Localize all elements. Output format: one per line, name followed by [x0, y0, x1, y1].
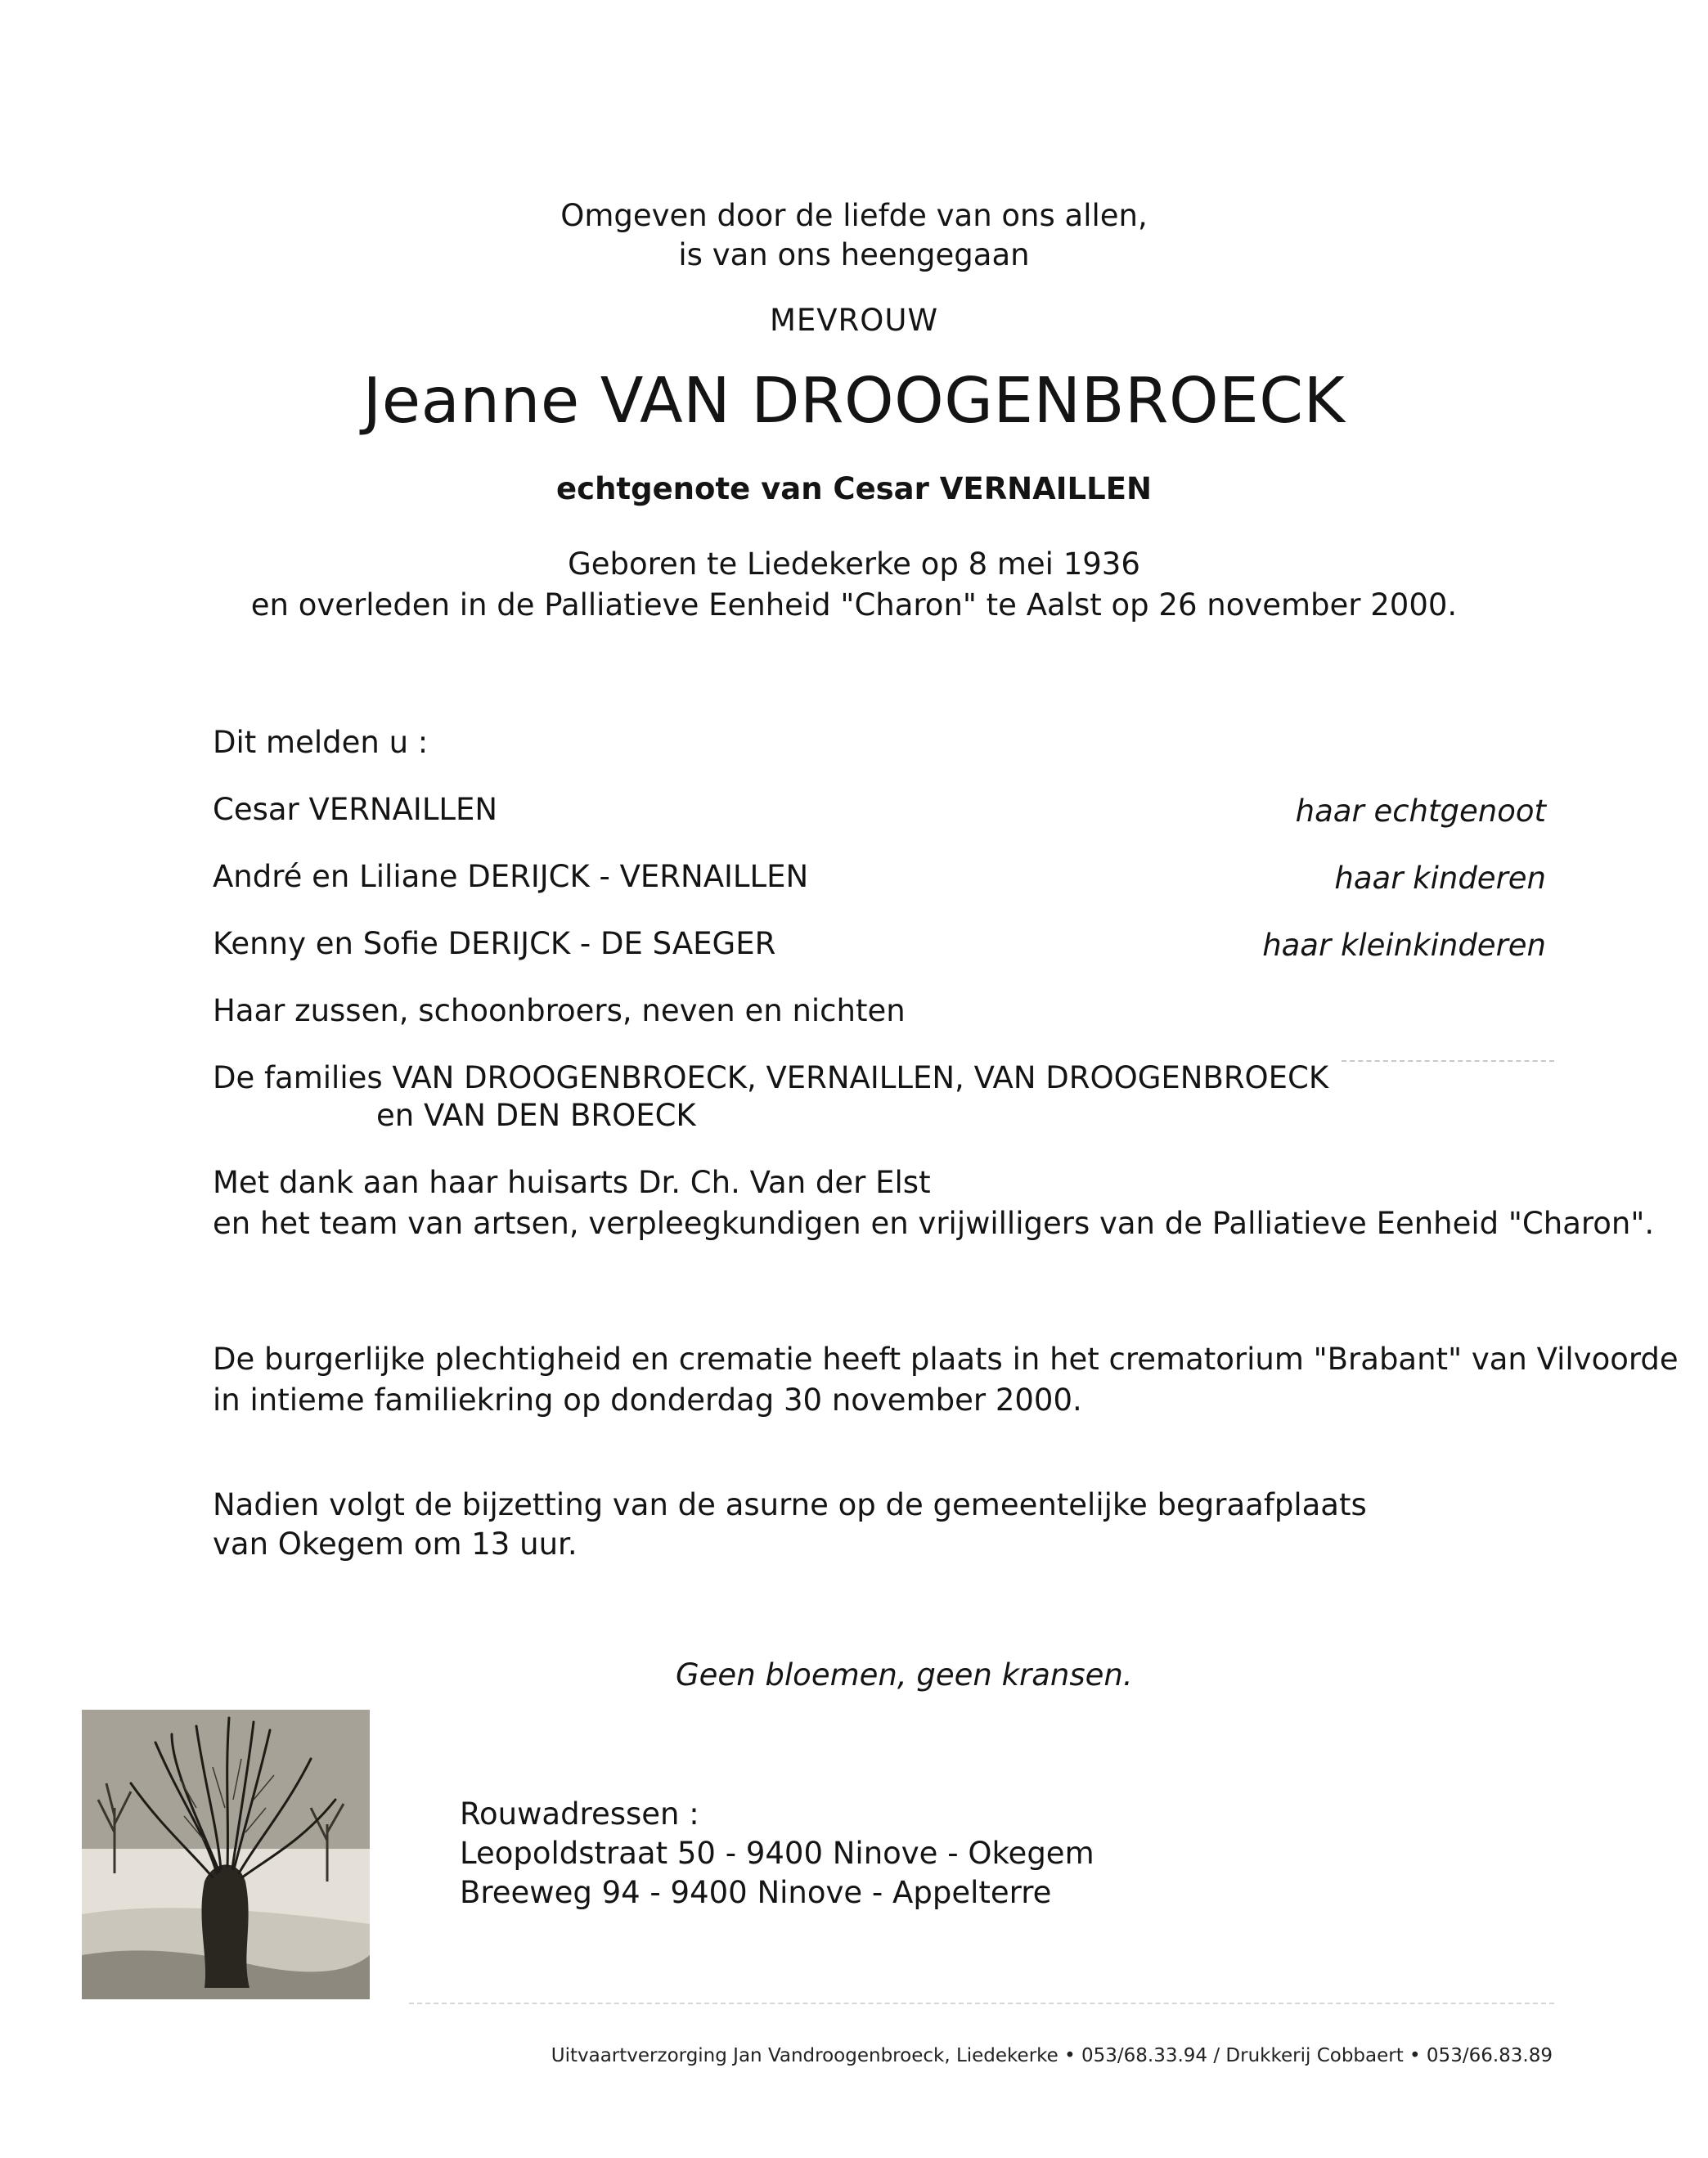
death-line: en overleden in de Palliatieve Eenheid "Charon" te Aalst op 26 november 2000. — [250, 587, 1458, 623]
footer-credits: Uitvaartverzorging Jan Vandroogenbroeck, Liedekerke • 053/68.33.94 / Drukkerij Cobbaert • 053/66.83.89 — [551, 2045, 1553, 2066]
birth-line: Geboren te Liedekerke op 8 mei 1936 — [568, 546, 1140, 582]
willow-tree-icon — [82, 1710, 370, 1999]
deceased-name: Jeanne VAN DROOGENBROECK — [362, 365, 1346, 438]
intro-line-2: is van ons heengegaan — [678, 237, 1030, 272]
families-line-2: en VAN DEN BROECK — [376, 1098, 696, 1133]
honorific: MEVROUW — [769, 303, 939, 338]
ceremony-line-1: De burgerlijke plechtigheid en crematie heeft plaats in het crematorium "Brabant" van Vilvoorde — [213, 1342, 1679, 1377]
scan-artifact-rule — [1342, 1060, 1554, 1062]
thanks-line-2: en het team van artsen, verpleegkundigen en vrijwilligers van de Palliatieve Eenheid "Charon". — [213, 1206, 1655, 1241]
announcer-relation-2: haar kinderen — [1334, 861, 1546, 896]
announcer-name-3: Kenny en Sofie DERIJCK - DE SAEGER — [213, 926, 776, 961]
spouse-line: echtgenote van Cesar VERNAILLEN — [556, 471, 1152, 506]
thanks-line-1: Met dank aan haar huisarts Dr. Ch. Van der Elst — [213, 1165, 931, 1200]
no-flowers-note: Geen bloemen, geen kransen. — [676, 1657, 1133, 1693]
address-1: Leopoldstraat 50 - 9400 Ninove - Okegem — [460, 1836, 1094, 1871]
willow-photo — [82, 1710, 370, 1999]
address-2: Breeweg 94 - 9400 Ninove - Appelterre — [460, 1875, 1052, 1910]
announcer-name-2: André en Liliane DERIJCK - VERNAILLEN — [213, 859, 809, 894]
announcer-relation-3: haar kleinkinderen — [1262, 928, 1546, 963]
announcer-name-1: Cesar VERNAILLEN — [213, 792, 498, 827]
announcer-relation-1: haar echtgenoot — [1295, 794, 1546, 829]
intro-line-1: Omgeven door de liefde van ons allen, — [560, 198, 1148, 233]
siblings-line: Haar zussen, schoonbroers, neven en nichten — [213, 993, 906, 1028]
addresses-label: Rouwadressen : — [460, 1796, 699, 1832]
burial-line-1: Nadien volgt de bijzetting van de asurne op de gemeentelijke begraafplaats — [213, 1487, 1367, 1522]
footer-divider — [409, 2003, 1554, 2004]
burial-line-2: van Okegem om 13 uur. — [213, 1526, 578, 1562]
announcers-intro: Dit melden u : — [213, 725, 429, 760]
families-line-1: De families VAN DROOGENBROECK, VERNAILLEN, VAN DROOGENBROECK — [213, 1060, 1329, 1095]
ceremony-line-2: in intieme familiekring op donderdag 30 november 2000. — [213, 1382, 1082, 1418]
